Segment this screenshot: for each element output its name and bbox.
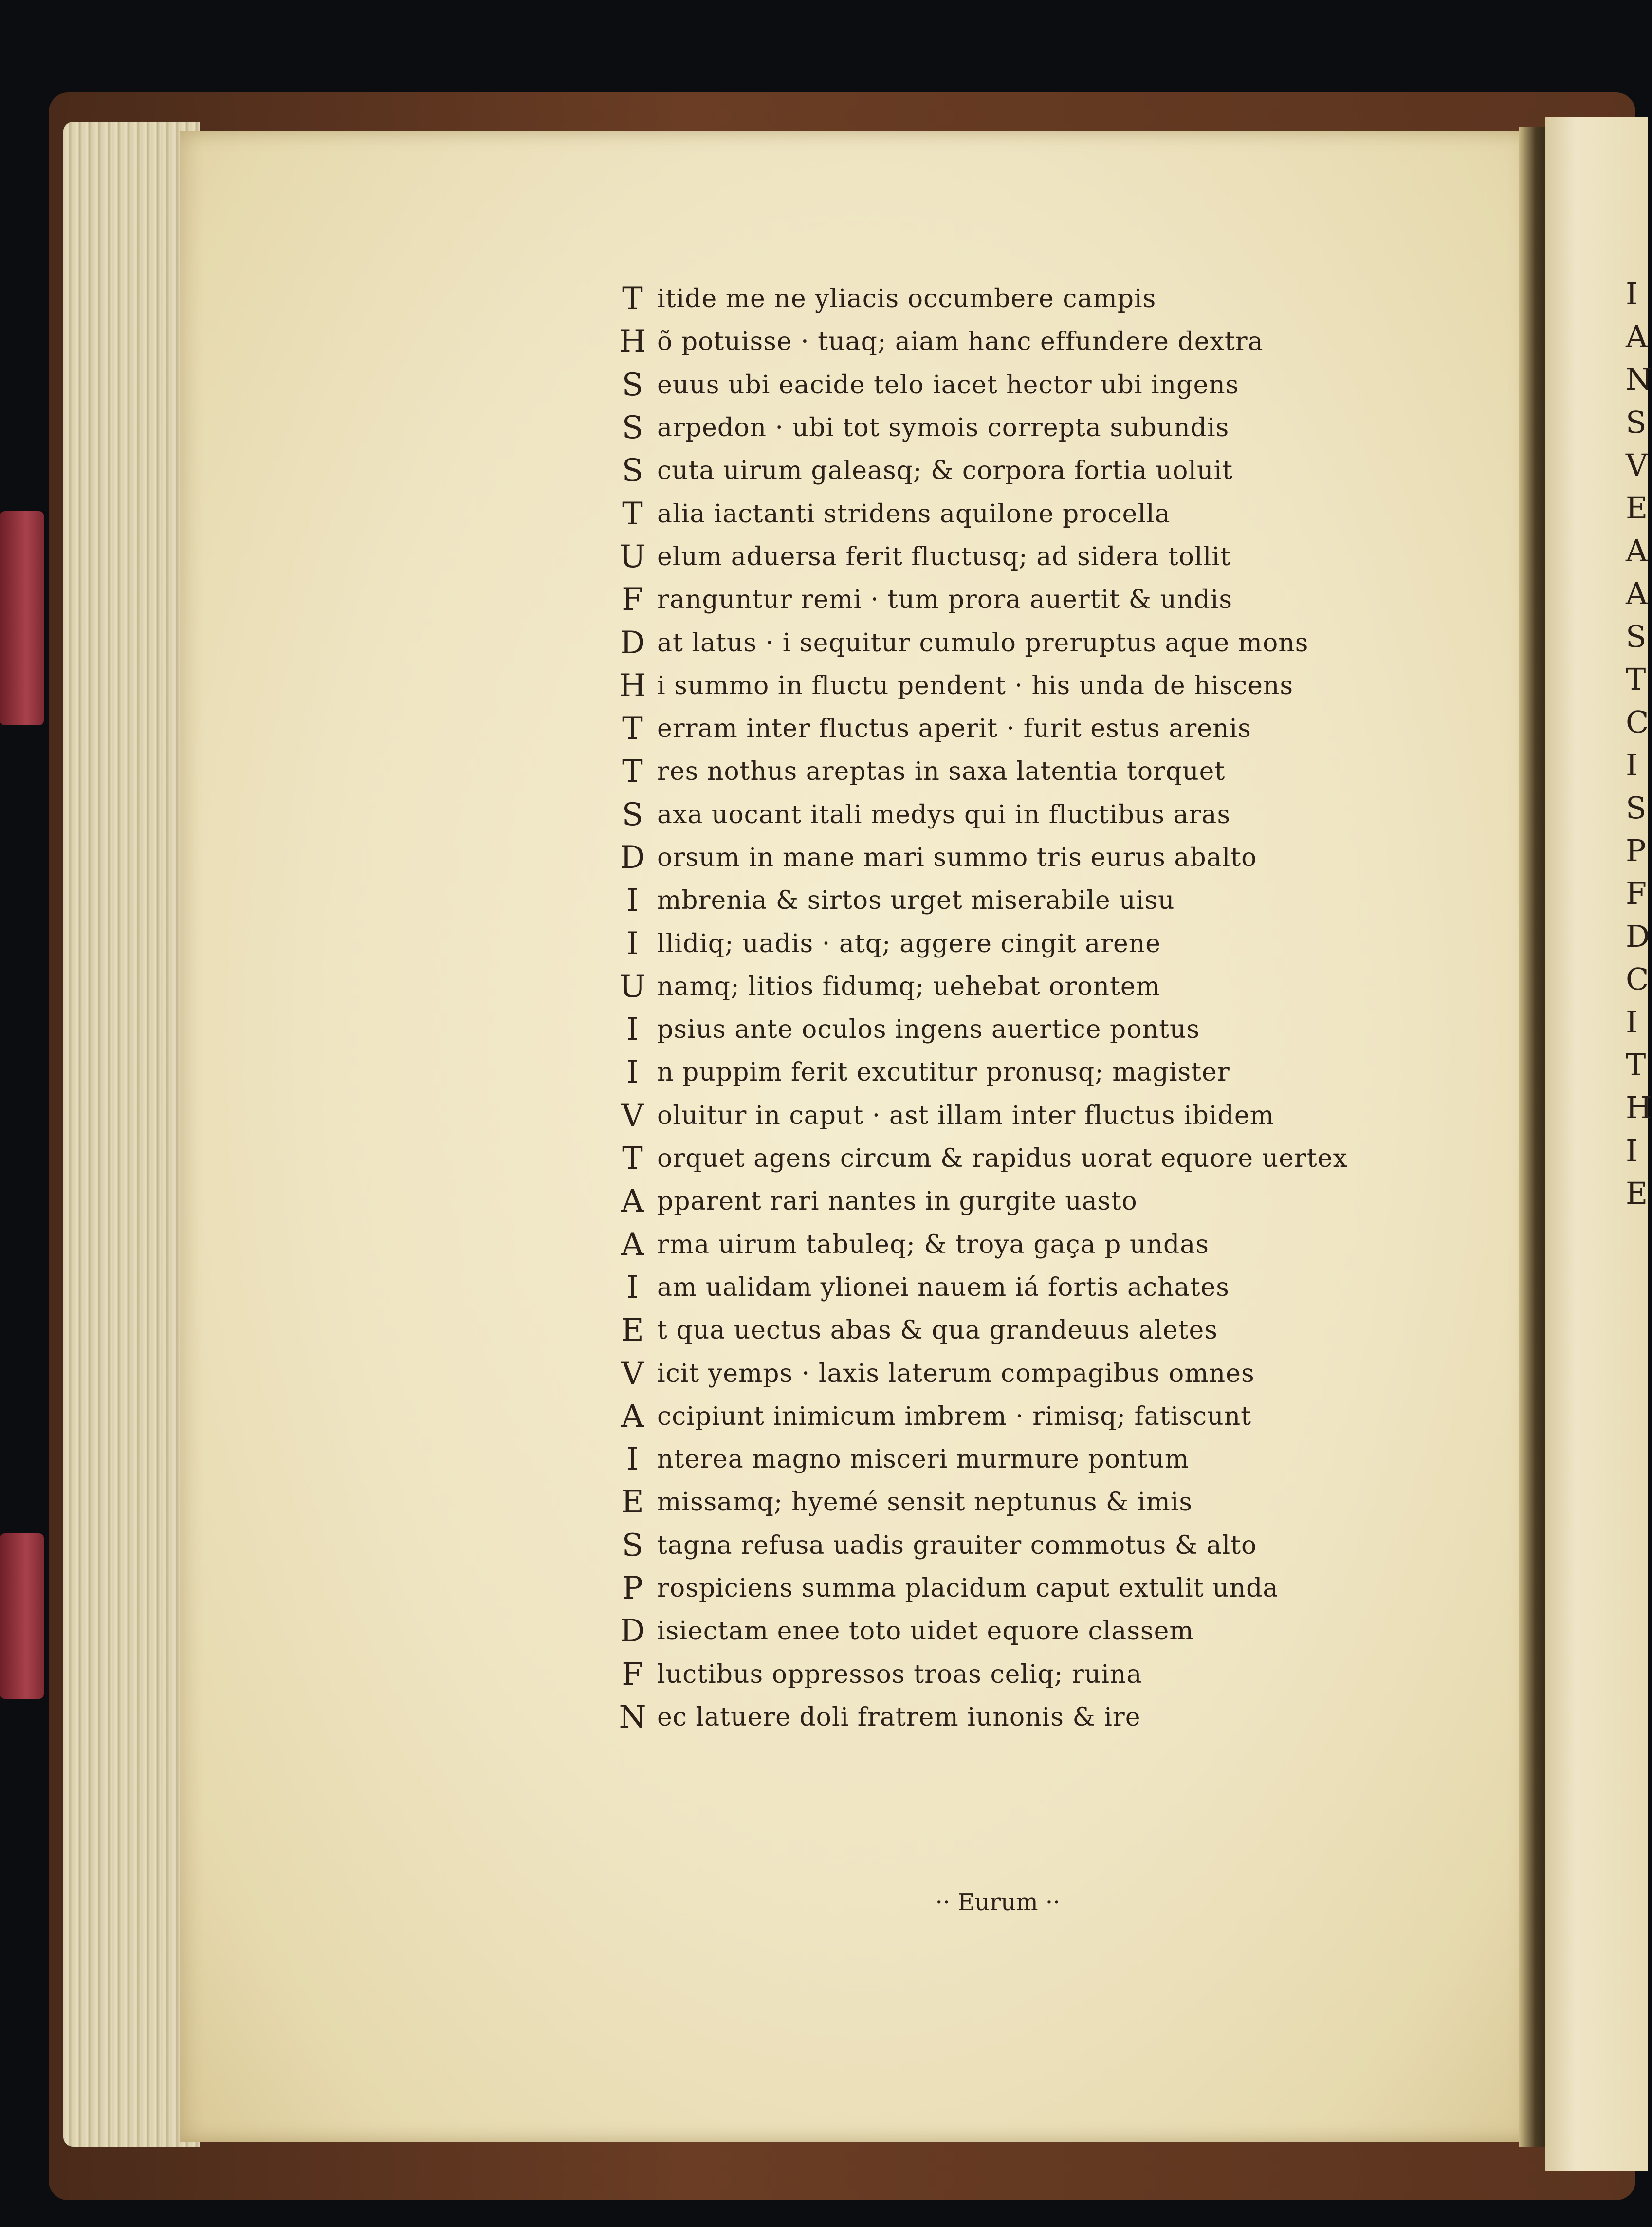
verse-column	[613, 277, 1392, 1739]
verse-initial: A	[621, 1226, 644, 1263]
verse-text: arpedon · ubi tot symois correpta subundis	[657, 413, 1230, 443]
verse-line	[613, 1395, 1392, 1438]
verse-line	[613, 1696, 1392, 1739]
verse-initial: A	[621, 1398, 644, 1435]
verse-text: n puppim ferit excutitur pronusq; magister	[657, 1058, 1230, 1087]
verse-text: õ potuisse · tuaq; aiam hanc effundere dextra	[657, 327, 1264, 357]
verse-text: elum aduersa ferit fluctusq; ad sidera tollit	[657, 542, 1231, 571]
verse-initial: D	[620, 840, 646, 876]
facing-initial: A	[1626, 533, 1648, 569]
verse-initial: S	[622, 796, 644, 833]
verse-text: mbrenia & sirtos urget miserabile uisu	[657, 886, 1175, 916]
verse-initial: U	[619, 538, 646, 575]
facing-initial: S	[1626, 619, 1647, 654]
verse-initial: S	[622, 367, 644, 403]
facing-initial: I	[1626, 1004, 1638, 1040]
verse-text: llidiq; uadis · atq; aggere cingit arene	[657, 929, 1161, 958]
verse-text: icit yemps · laxis laterum compagibus omnes	[657, 1359, 1255, 1388]
verse-line	[613, 621, 1392, 664]
verse-initial: U	[619, 968, 646, 1005]
verse-text: euus ubi eacide telo iacet hector ubi ingens	[657, 370, 1239, 400]
verse-line	[613, 1223, 1392, 1266]
verse-initial: T	[622, 711, 643, 747]
page-edges	[63, 122, 200, 2147]
verse-text: axa uocant itali medys qui in fluctibus aras	[657, 800, 1231, 829]
verse-text: t qua uectus abas & qua grandeuus aletes	[657, 1316, 1218, 1345]
verse-line	[613, 1524, 1392, 1567]
verse-initial: S	[622, 410, 644, 446]
verse-text: namq; litios fidumq; uehebat orontem	[657, 972, 1160, 1001]
facing-initial: I	[1626, 1133, 1638, 1168]
verse-initial: A	[621, 1183, 644, 1220]
verse-initial: E	[621, 1312, 644, 1349]
facing-initial: H	[1626, 1090, 1652, 1125]
verse-line	[613, 578, 1392, 621]
verse-line	[613, 1008, 1392, 1051]
verse-text: luctibus oppressos troas celiq; ruina	[657, 1659, 1142, 1689]
verse-initial: F	[622, 582, 644, 618]
verse-text: orsum in mane mari summo tris eurus abalto	[657, 843, 1257, 872]
verse-initial: H	[619, 667, 647, 704]
verse-initial: T	[622, 1141, 643, 1177]
verse-text: i summo in fluctu pendent · his unda de hiscens	[657, 671, 1294, 700]
catchword: ·· Eurum ··	[935, 1889, 1061, 1916]
verse-initial: S	[622, 1527, 644, 1564]
verse-text: cuta uirum galeasq; & corpora fortia uoluit	[657, 456, 1233, 486]
facing-page-initials	[1626, 273, 1652, 1215]
facing-initial: E	[1626, 1176, 1648, 1211]
verse-line	[613, 793, 1392, 836]
facing-initial: C	[1626, 961, 1649, 997]
verse-line	[613, 1309, 1392, 1352]
facing-initial: T	[1626, 662, 1646, 697]
verse-line	[613, 1438, 1392, 1481]
verse-line	[613, 836, 1392, 879]
verse-initial: I	[626, 1012, 640, 1048]
verse-initial: H	[619, 324, 647, 360]
verse-line	[613, 1051, 1392, 1094]
bookmark-tab-upper	[0, 511, 44, 725]
verse-line	[613, 406, 1392, 449]
facing-initial: A	[1626, 319, 1648, 354]
verse-initial: P	[622, 1570, 644, 1607]
verse-initial: I	[626, 925, 640, 962]
verse-initial: V	[621, 1355, 644, 1392]
verse-line	[613, 1180, 1392, 1223]
verse-initial: I	[626, 883, 640, 919]
facing-initial: V	[1626, 447, 1648, 483]
facing-initial: P	[1626, 833, 1646, 868]
verse-initial: N	[619, 1699, 647, 1735]
verse-text: erram inter fluctus aperit · furit estus arenis	[657, 714, 1251, 744]
verse-line	[613, 965, 1392, 1008]
verse-initial: S	[622, 453, 644, 489]
facing-initial: T	[1626, 1047, 1646, 1083]
verse-text: missamq; hyemé sensit neptunus & imis	[657, 1488, 1193, 1517]
verse-line	[613, 707, 1392, 750]
verse-initial: V	[621, 1097, 644, 1134]
verse-text: pparent rari nantes in gurgite uasto	[657, 1187, 1138, 1216]
verse-initial: D	[620, 625, 646, 661]
verse-initial: F	[622, 1656, 644, 1693]
verse-line	[613, 1352, 1392, 1395]
verse-line	[613, 1610, 1392, 1653]
verse-text: am ualidam ylionei nauem iá fortis achates	[657, 1272, 1230, 1302]
verse-line	[613, 664, 1392, 707]
verse-line	[613, 277, 1392, 320]
verse-text: alia iactanti stridens aquilone procella	[657, 499, 1171, 529]
verse-line	[613, 1094, 1392, 1137]
facing-initial: N	[1626, 362, 1652, 397]
verse-text: orquet agens circum & rapidus uorat equore uertex	[657, 1144, 1348, 1174]
verse-line	[613, 1653, 1392, 1696]
facing-initial: A	[1626, 576, 1648, 611]
facing-initial: C	[1626, 704, 1649, 740]
facing-initial: S	[1626, 405, 1647, 440]
verse-text: rospiciens summa placidum caput extulit unda	[657, 1574, 1279, 1603]
verse-initial: I	[626, 1269, 640, 1306]
verse-text: oluitur in caput · ast illam inter fluctus ibidem	[657, 1101, 1274, 1130]
facing-initial: F	[1626, 876, 1647, 911]
verse-line	[613, 922, 1392, 965]
verse-text: tagna refusa uadis grauiter commotus & alto	[657, 1530, 1257, 1560]
verse-line	[613, 535, 1392, 578]
facing-initial: D	[1626, 919, 1650, 954]
verse-line	[613, 1567, 1392, 1610]
verse-text: res nothus areptas in saxa latentia torquet	[657, 757, 1226, 787]
verse-line	[613, 364, 1392, 406]
verse-text: at latus · i sequitur cumulo preruptus aque mons	[657, 628, 1309, 658]
facing-initial: S	[1626, 790, 1647, 826]
facing-initial: I	[1626, 747, 1638, 783]
verse-line	[613, 750, 1392, 793]
verse-line	[613, 1137, 1392, 1180]
verse-text: ec latuere doli fratrem iunonis & ire	[657, 1702, 1141, 1732]
verse-initial: D	[620, 1613, 646, 1650]
verse-text: isiectam enee toto uidet equore classem	[657, 1617, 1194, 1646]
verse-initial: E	[621, 1484, 644, 1521]
facing-initial: E	[1626, 490, 1648, 526]
verse-text: ccipiunt inimicum imbrem · rimisq; fatiscunt	[657, 1401, 1252, 1431]
verse-line	[613, 449, 1392, 492]
verse-line	[613, 1266, 1392, 1309]
verse-initial: I	[626, 1054, 640, 1091]
verse-initial: I	[626, 1441, 640, 1478]
verse-line	[613, 1481, 1392, 1524]
verse-initial: T	[622, 281, 643, 317]
verse-text: nterea magno misceri murmure pontum	[657, 1445, 1190, 1474]
facing-initial: I	[1626, 276, 1638, 312]
verse-line	[613, 320, 1392, 363]
verse-text: psius ante oculos ingens auertice pontus	[657, 1015, 1200, 1045]
verse-line	[613, 879, 1392, 922]
verse-initial: T	[622, 496, 643, 532]
verse-line	[613, 492, 1392, 535]
verse-text: ranguntur remi · tum prora auertit & undis	[657, 585, 1233, 615]
verse-text: rma uirum tabuleq; & troya gaça p undas	[657, 1230, 1209, 1259]
bookmark-tab-lower	[0, 1533, 44, 1699]
verse-text: itide me ne yliacis occumbere campis	[657, 284, 1156, 314]
verse-initial: T	[622, 754, 643, 790]
